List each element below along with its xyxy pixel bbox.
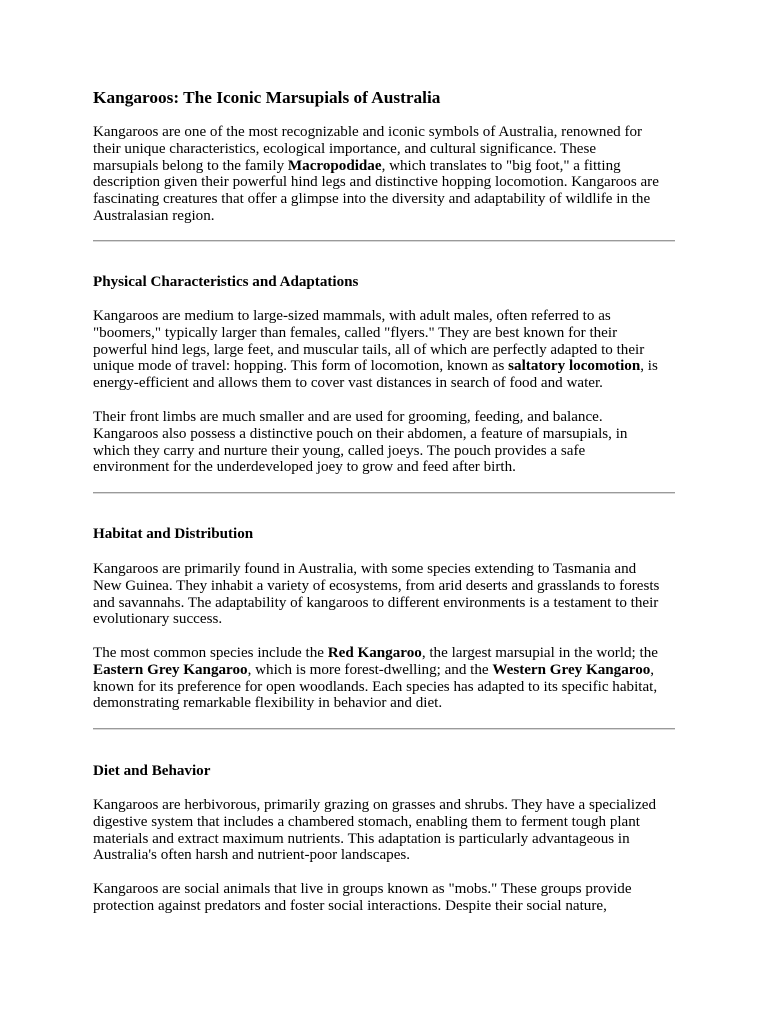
- text-line: which they carry and nurture their young, called joeys. The pouch provides a safe: [93, 442, 586, 459]
- text-line: demonstrating remarkable flexibility in behavior and diet.: [93, 695, 443, 712]
- text-line: known for its preference for open woodlands. Each species has adapted to its specific habitat,: [93, 678, 658, 695]
- text-line: [93, 358, 683, 375]
- diet-paragraph-1: [93, 797, 683, 864]
- text-line: environment for the underdeveloped joey to grow and feed after birth.: [93, 459, 516, 476]
- section-divider: [93, 492, 675, 494]
- intro-line-4: description given their powerful hind legs and distinctive hopping locomotion. Kangaroos are: [93, 174, 659, 191]
- bold-term: Western Grey Kangaroo: [492, 661, 651, 678]
- text-line: Their front limbs are much smaller and are used for grooming, feeding, and balance.: [93, 409, 603, 425]
- habitat-paragraph-1: [93, 561, 683, 628]
- text-run: The most common species include the: [93, 645, 328, 661]
- intro-text: , which translates to "big foot," a fitting: [381, 157, 621, 174]
- text-line: Kangaroos are primarily found in Australia, with some species extending to Tasmania and: [93, 561, 637, 577]
- bold-term: Red Kangaroo: [327, 645, 422, 661]
- physical-paragraph-1: [93, 308, 683, 392]
- section-divider: [93, 240, 675, 242]
- diet-paragraph-2: [93, 881, 683, 915]
- text-line: "boomers," typically larger than females, called "flyers." They are best known for their: [93, 324, 618, 341]
- text-run: , the largest marsupial in the world; the: [421, 645, 658, 661]
- bold-term: saltatory locomotion: [508, 358, 641, 375]
- text-line: digestive system that includes a chambered stomach, enabling them to ferment tough plant: [93, 813, 641, 830]
- physical-paragraph-2: [93, 409, 683, 476]
- section-heading-habitat: Habitat and Distribution: [93, 526, 254, 542]
- section-heading-diet: Diet and Behavior: [93, 763, 211, 779]
- intro-line-1: Kangaroos are one of the most recognizable and iconic symbols of Australia, renowned for: [93, 124, 643, 140]
- text-line: [93, 662, 683, 679]
- text-line: powerful hind legs, large feet, and muscular tails, all of which are perfectly adapted to their: [93, 341, 645, 358]
- intro-line-3: [93, 158, 683, 175]
- text-line: [93, 645, 683, 662]
- habitat-paragraph-2: [93, 645, 683, 712]
- text-line: evolutionary success.: [93, 611, 223, 628]
- text-run: , is: [640, 358, 658, 375]
- bold-term: Eastern Grey Kangaroo: [93, 661, 248, 678]
- text-run: , which is more forest-dwelling; and the: [247, 661, 493, 678]
- text-line: materials and extract maximum nutrients. This adaptation is particularly advantageous in: [93, 830, 630, 847]
- section-heading-physical: Physical Characteristics and Adaptations: [93, 274, 359, 290]
- intro-line-5: fascinating creatures that offer a glimpse into the diversity and adaptability of wildlife in the: [93, 191, 651, 208]
- page-title: Kangaroos: The Iconic Marsupials of Australia: [93, 88, 441, 107]
- text-line: and savannahs. The adaptability of kangaroos to different environments is a testament to their: [93, 594, 659, 611]
- text-run: unique mode of travel: hopping. This form of locomotion, known as: [93, 358, 509, 375]
- intro-paragraph: [93, 124, 683, 225]
- text-line: Kangaroos are herbivorous, primarily grazing on grasses and shrubs. They have a specialized: [93, 797, 657, 813]
- family-name: Macropodidae: [287, 157, 382, 174]
- text-line: energy-efficient and allows them to cover vast distances in search of food and water.: [93, 375, 603, 392]
- text-line: protection against predators and foster social interactions. Despite their social nature,: [93, 897, 607, 914]
- text-line: Kangaroos are medium to large-sized mammals, with adult males, often referred to as: [93, 308, 611, 324]
- text-line: Australia's often harsh and nutrient-poor landscapes.: [93, 847, 411, 864]
- text-line: Kangaroos are social animals that live in groups known as "mobs." These groups provide: [93, 881, 632, 897]
- intro-text: marsupials belong to the family: [93, 157, 288, 174]
- intro-line-2: their unique characteristics, ecological importance, and cultural significance. These: [93, 140, 597, 157]
- text-line: Kangaroos also possess a distinctive pouch on their abdomen, a feature of marsupials, in: [93, 425, 628, 442]
- text-line: New Guinea. They inhabit a variety of ecosystems, from arid deserts and grasslands to forests: [93, 577, 660, 594]
- intro-line-6: Australasian region.: [93, 207, 215, 224]
- section-divider: [93, 728, 675, 730]
- text-run: ,: [650, 661, 655, 678]
